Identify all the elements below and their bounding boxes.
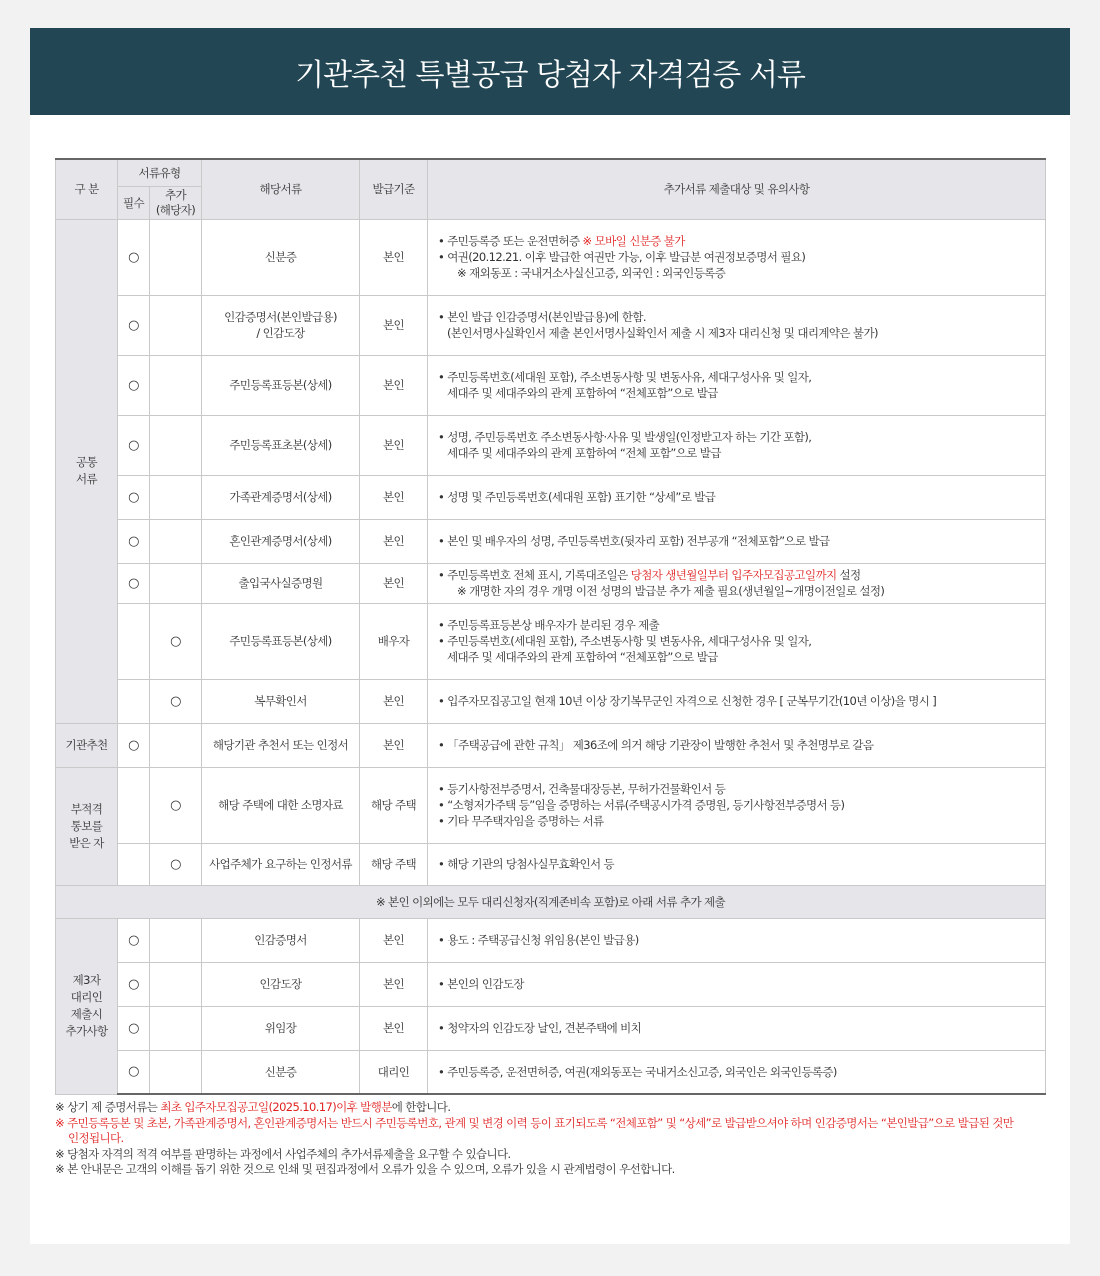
header-notes: 추가서류 제출대상 및 유의사항 — [428, 159, 1046, 219]
additional-mark — [150, 219, 202, 295]
document-name: 사업주체가 요구하는 인정서류 — [202, 843, 360, 885]
document-name: 복무확인서 — [202, 679, 360, 723]
note-cell — [428, 767, 1046, 843]
document-name: 신분증 — [202, 219, 360, 295]
footnote-text: ※ 상기 제 증명서류는 — [55, 1100, 161, 1114]
issue-basis: 본인 — [360, 355, 428, 415]
table-row — [56, 843, 1046, 885]
required-mark: ○ — [118, 918, 150, 962]
header-basis: 발급기준 — [360, 159, 428, 219]
required-mark: ○ — [118, 219, 150, 295]
note-text: • 주민등록번호 전체 표시, 기록대조일은 — [438, 568, 631, 582]
footnote-highlight: 최초 입주자모집공고일(2025.10.17)이후 발행분 — [160, 1100, 392, 1114]
note-cell — [428, 219, 1046, 295]
table-row — [56, 679, 1046, 723]
issue-basis: 본인 — [360, 679, 428, 723]
document-name: 가족관계증명서(상세) — [202, 475, 360, 519]
table-row — [56, 962, 1046, 1006]
note-cell — [428, 475, 1046, 519]
note-cell: • 본인의 인감도장 — [428, 962, 1046, 1006]
additional-mark — [150, 415, 202, 475]
required-mark: ○ — [118, 355, 150, 415]
table-row — [56, 563, 1046, 603]
required-mark — [118, 679, 150, 723]
document-name: 출입국사실증명원 — [202, 563, 360, 603]
issue-basis: 해당 주택 — [360, 843, 428, 885]
document-table-wrap — [55, 158, 1045, 1178]
document-name: 신분증 — [202, 1050, 360, 1094]
note-text: 세대주 및 세대주와의 관계 포함하여 “전체포함”으로 발급 — [447, 386, 718, 400]
note-text: • 주민등록번호(세대원 포함), 주소변동사항 및 변동사유, 세대구성사유 및 일자, — [438, 370, 812, 384]
footnote-text: 에 한합니다. — [391, 1100, 451, 1114]
additional-mark — [150, 918, 202, 962]
note-highlight: ※ 모바일 신분증 불가 — [582, 234, 685, 248]
additional-mark — [150, 519, 202, 563]
note-text: • 여권(20.12.21. 이후 발급한 여권만 가능, 이후 발급분 여권정보증명서 필요) — [438, 250, 806, 264]
note-cell — [428, 603, 1046, 679]
document-name: 주민등록표초본(상세) — [202, 415, 360, 475]
note-text: (본인서명사실확인서 제출 본인서명사실확인서 제출 시 제3자 대리신청 및 대리계약은 불가) — [447, 326, 878, 340]
note-cell: • 청약자의 인감도장 날인, 견본주택에 비치 — [428, 1006, 1046, 1050]
issue-basis: 대리인 — [360, 1050, 428, 1094]
document-name: 주민등록표등본(상세) — [202, 355, 360, 415]
footnote-line: ※ 주민등록등본 및 초본, 가족관계증명서, 혼인관계증명서는 반드시 주민등록번호, 관계 및 변경 이력 등이 표기되도록 “전체포함” 및 “상세”로 발급받으셔야 하며 인감증명서는 “본인발급”으로 발급된 것만 — [55, 1115, 1014, 1130]
additional-mark — [150, 475, 202, 519]
table-row — [56, 415, 1046, 475]
table-row — [56, 1006, 1046, 1050]
issue-basis: 본인 — [360, 723, 428, 767]
footnotes — [55, 1100, 1045, 1178]
additional-mark: ○ — [150, 767, 202, 843]
table-row — [56, 918, 1046, 962]
note-text: • 입주자모집공고일 현재 10년 이상 장기복무군인 자격으로 신청한 경우 [ 군복무기간(10년 이상)을 명시 ] — [438, 694, 937, 708]
note-cell — [428, 415, 1046, 475]
table-row — [56, 295, 1046, 355]
documents-table — [55, 158, 1046, 1095]
category-common: 공통 서류 — [56, 219, 118, 723]
note-text: • “소형저가주택 등”임을 증명하는 서류(주택공시가격 증명원, 등기사항전부증명서 등) — [438, 798, 845, 812]
additional-mark: ○ — [150, 603, 202, 679]
issue-basis: 본인 — [360, 219, 428, 295]
document-name: 위임장 — [202, 1006, 360, 1050]
footnote-line: ※ 당첨자 자격의 적격 여부를 판명하는 과정에서 사업주체의 추가서류제출을 요구할 수 있습니다. — [55, 1146, 511, 1161]
note-cell — [428, 679, 1046, 723]
additional-mark: ○ — [150, 843, 202, 885]
table-row — [56, 767, 1046, 843]
issue-basis: 본인 — [360, 1006, 428, 1050]
note-cell: • 주민등록증, 운전면허증, 여권(재외동포는 국내거소신고증, 외국인은 외국인등록증) — [428, 1050, 1046, 1094]
header-category: 구 분 — [56, 159, 118, 219]
issue-basis: 본인 — [360, 475, 428, 519]
issue-basis: 본인 — [360, 962, 428, 1006]
category-ineligible: 부적격 통보를 받은 자 — [56, 767, 118, 885]
footnote-line — [55, 1100, 1045, 1116]
note-highlight: 당첨자 생년월일부터 입주자모집공고일까지 — [630, 568, 837, 582]
document-name: 인감증명서(본인발급용) / 인감도장 — [202, 295, 360, 355]
document-name: 인감증명서 — [202, 918, 360, 962]
required-mark: ○ — [118, 519, 150, 563]
header-additional: 추가 (해당자) — [150, 186, 202, 219]
proxy-notice: ※ 본인 이외에는 모두 대리신청자(직계존비속 포함)로 아래 서류 추가 제출 — [56, 885, 1046, 918]
note-text: • 주민등록번호(세대원 포함), 주소변동사항 및 변동사유, 세대구성사유 및 일자, — [438, 634, 812, 648]
document-name: 주민등록표등본(상세) — [202, 603, 360, 679]
note-cell — [428, 563, 1046, 603]
table-row — [56, 355, 1046, 415]
note-text: • 성명 및 주민등록번호(세대원 포함) 표기한 “상세”로 발급 — [438, 490, 716, 504]
document-card — [30, 28, 1070, 1244]
note-text: • 본인 발급 인감증명서(본인발급용)에 한함. — [438, 310, 646, 324]
note-text: • 주민등록증 또는 운전면허증 — [438, 234, 583, 248]
note-text: ※ 개명한 자의 경우 개명 이전 성명의 발급분 추가 제출 필요(생년월일~개명이전일로 설정) — [457, 584, 885, 598]
table-row — [56, 1050, 1046, 1094]
header-required: 필수 — [118, 186, 150, 219]
additional-mark — [150, 355, 202, 415]
document-name: 해당기관 추천서 또는 인정서 — [202, 723, 360, 767]
note-text: • 주민등록표등본상 배우자가 분리된 경우 제출 — [438, 618, 660, 632]
issue-basis: 본인 — [360, 415, 428, 475]
note-text: • 등기사항전부증명서, 건축물대장등본, 무허가건물확인서 등 — [438, 782, 726, 796]
additional-mark — [150, 295, 202, 355]
issue-basis: 해당 주택 — [360, 767, 428, 843]
required-mark — [118, 603, 150, 679]
note-cell: • 용도 : 주택공급신청 위임용(본인 발급용) — [428, 918, 1046, 962]
additional-mark — [150, 962, 202, 1006]
issue-basis: 본인 — [360, 918, 428, 962]
document-name: 해당 주택에 대한 소명자료 — [202, 767, 360, 843]
required-mark: ○ — [118, 563, 150, 603]
required-mark: ○ — [118, 415, 150, 475]
page-title: 기관추천 특별공급 당첨자 자격검증 서류 — [30, 28, 1070, 115]
document-name: 인감도장 — [202, 962, 360, 1006]
note-text: • 「주택공급에 관한 규칙」 제36조에 의거 해당 기관장이 발행한 추천서 및 추천명부로 갈음 — [438, 738, 874, 752]
note-cell — [428, 723, 1046, 767]
additional-mark — [150, 563, 202, 603]
note-text: 설정 — [836, 568, 861, 582]
note-text: • 본인 및 배우자의 성명, 주민등록번호(뒷자리 포함) 전부공개 “전체포함”으로 발급 — [438, 534, 830, 548]
note-cell — [428, 295, 1046, 355]
category-proxy: 제3자 대리인 제출시 추가사항 — [56, 918, 118, 1094]
header-document: 해당서류 — [202, 159, 360, 219]
required-mark: ○ — [118, 962, 150, 1006]
required-mark: ○ — [118, 1050, 150, 1094]
document-name: 혼인관계증명서(상세) — [202, 519, 360, 563]
required-mark — [118, 843, 150, 885]
additional-mark: ○ — [150, 679, 202, 723]
table-row — [56, 885, 1046, 918]
issue-basis: 본인 — [360, 519, 428, 563]
note-text: 세대주 및 세대주와의 관계 포함하여 “전체포함”으로 발급 — [447, 650, 718, 664]
additional-mark — [150, 723, 202, 767]
table-row — [56, 519, 1046, 563]
additional-mark — [150, 1006, 202, 1050]
note-cell — [428, 355, 1046, 415]
required-mark: ○ — [118, 295, 150, 355]
issue-basis: 본인 — [360, 563, 428, 603]
required-mark: ○ — [118, 1006, 150, 1050]
note-text: • 해당 기관의 당첨사실무효확인서 등 — [438, 857, 615, 871]
issue-basis: 배우자 — [360, 603, 428, 679]
note-text: • 성명, 주민등록번호 주소변동사항·사유 및 발생일(인정받고자 하는 기간 포함), — [438, 430, 812, 444]
category-institution: 기관추천 — [56, 723, 118, 767]
table-row — [56, 475, 1046, 519]
table-row — [56, 723, 1046, 767]
note-text: 세대주 및 세대주와의 관계 포함하여 “전체 포함”으로 발급 — [447, 446, 721, 460]
header-doc-type: 서류유형 — [118, 159, 202, 186]
note-text: ※ 재외동포 : 국내거소사실신고증, 외국인 : 외국인등록증 — [457, 266, 726, 280]
footnote-line: ※ 본 안내문은 고객의 이해를 돕기 위한 것으로 인쇄 및 편집과정에서 오류가 있을 수 있으며, 오류가 있을 시 관계법령이 우선합니다. — [55, 1162, 675, 1176]
required-mark: ○ — [118, 475, 150, 519]
footnote-line: 인정됩니다. — [68, 1131, 124, 1145]
note-cell — [428, 519, 1046, 563]
table-row — [56, 603, 1046, 679]
required-mark: ○ — [118, 723, 150, 767]
issue-basis: 본인 — [360, 295, 428, 355]
additional-mark — [150, 1050, 202, 1094]
note-cell — [428, 843, 1046, 885]
table-row — [56, 219, 1046, 295]
note-text: • 기타 무주택자임을 증명하는 서류 — [438, 814, 604, 828]
required-mark — [118, 767, 150, 843]
